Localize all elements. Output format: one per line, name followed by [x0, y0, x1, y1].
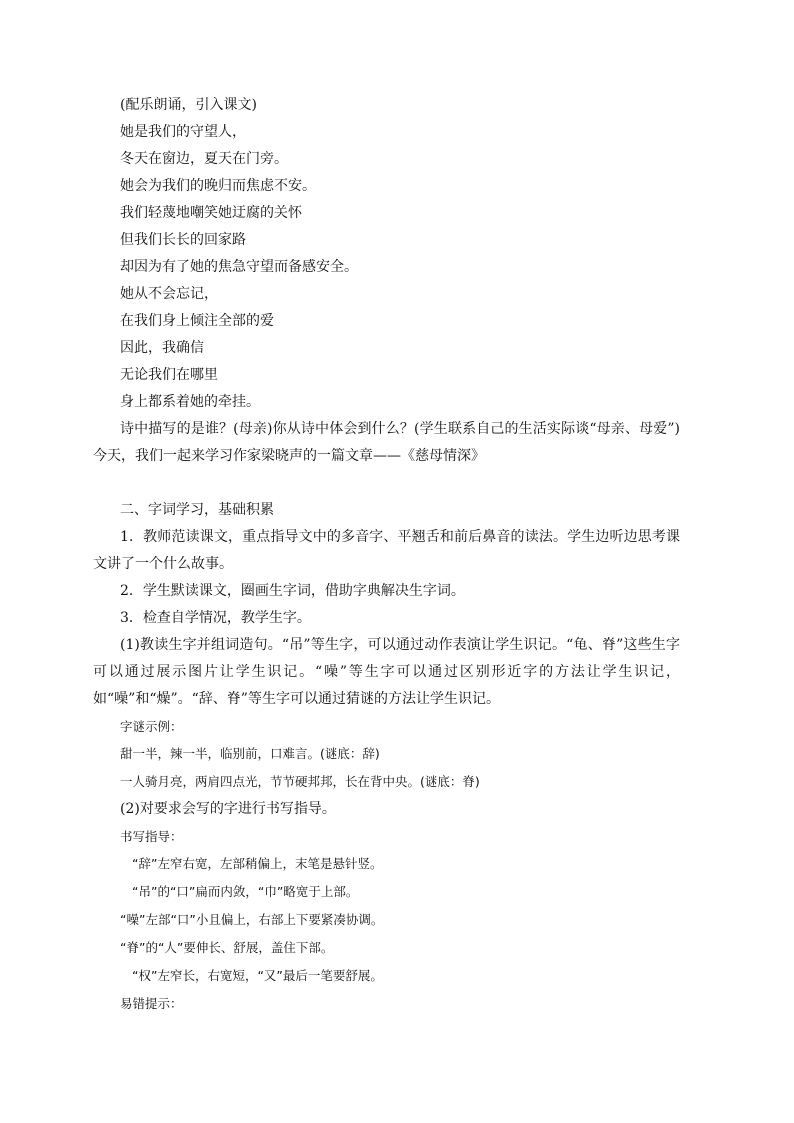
poem-line: 她从不会忘记， — [120, 286, 218, 302]
poem-line: 她会为我们的晚归而焦虑不安。 — [120, 178, 316, 194]
riddle-item: 甜一半，辣一半，临别前，口难言。(谜底：辞) — [120, 746, 380, 761]
writing-title: 书写指导： — [120, 829, 183, 844]
poem-line: 冬天在窗边，夏天在门旁。 — [120, 151, 288, 167]
poem-line: 我们轻蔑地嘲笑她迂腐的关怀 — [120, 205, 302, 221]
step-2: 2．学生默读课文，圈画生字词，借助字典解决生字词。 — [120, 583, 465, 599]
poem-line: 她是我们的守望人， — [120, 124, 246, 140]
poem-line: 身上都系着她的牵挂。 — [120, 394, 260, 410]
poem — [120, 119, 680, 416]
section-heading: 二、字词学习，基础积累 — [120, 502, 274, 518]
step-1: 1．教师范读课文，重点指导文中的多音字、平翘舌和前后鼻音的读法。学生边听边思考课文讲了一个什么故事。 — [93, 529, 680, 572]
poem-line: 但我们长长的回家路 — [120, 232, 246, 248]
writing-tip: “权”左窄长，右宽短，“又”最后一笔要舒展。 — [132, 968, 383, 983]
poem-intro: (配乐朗诵，引入课文) — [120, 97, 257, 113]
poem-line: 在我们身上倾注全部的爱 — [120, 313, 274, 329]
writing-tip: “辞”左窄右宽，左部稍偏上，末笔是悬针竖。 — [132, 856, 383, 871]
poem-line: 无论我们在哪里 — [120, 367, 218, 383]
step-3: 3．检查自学情况，教学生字。 — [120, 610, 311, 626]
poem-line: 因此，我确信 — [120, 340, 204, 356]
riddle-title: 字谜示例： — [120, 719, 183, 734]
error-title: 易错提示： — [120, 996, 183, 1011]
sub-step-2: (2)对要求会写的字进行书写指导。 — [120, 801, 336, 817]
riddle-item: 一人骑月亮，两肩四点光，节节硬邦邦，长在背中央。(谜底：脊) — [120, 774, 480, 789]
lesson-content — [93, 92, 680, 1017]
poem-question: 诗中描写的是谁？(母亲)你从诗中体会到什么？(学生联系自己的生活实际谈“母亲、母爱”)今天，我们一起来学习作家梁晓声的一篇文章——《慈母情深》 — [93, 421, 680, 464]
writing-tip: “吊”的“口”扁而内敛，“巾”略宽于上部。 — [132, 884, 359, 899]
writing-tip: “脊”的“人”要伸长、舒展，盖住下部。 — [120, 940, 334, 955]
writing-tip: “噪”左部“口”小且偏上，右部上下要紧凑协调。 — [120, 912, 384, 927]
poem-line: 却因为有了她的焦急守望而备感安全。 — [120, 259, 358, 275]
spacer — [120, 470, 680, 497]
sub-step-1: (1)教读生字并组词造句。“吊”等生字，可以通过动作表演让学生识记。“龟、脊”这些生字可以通过展示图片让学生识记。“噪”等生字可以通过区别形近字的方法让学生识记，如“噪”和“燥”。“辞、脊”等生字可以通过猜谜的方法让学生识记。 — [93, 637, 680, 707]
